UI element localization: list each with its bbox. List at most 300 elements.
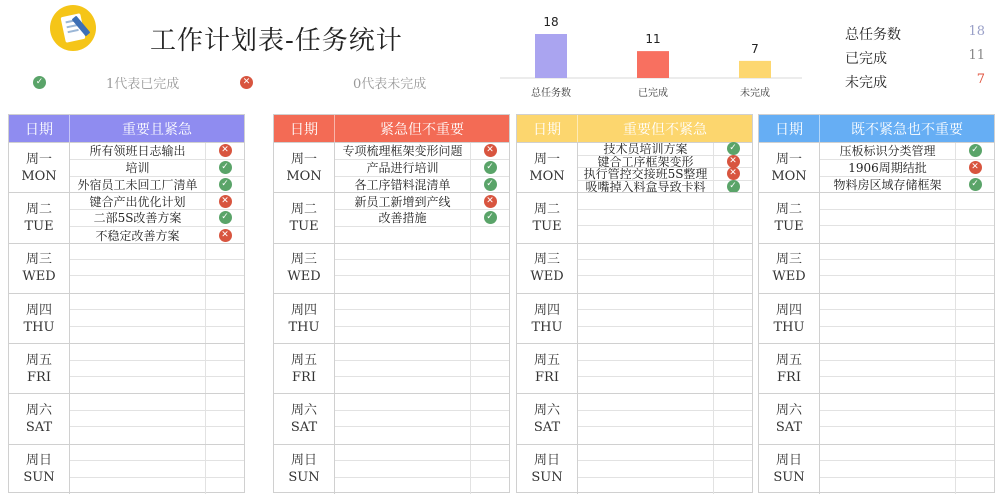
task-row xyxy=(578,310,752,326)
task-row xyxy=(70,427,244,443)
day-label xyxy=(9,294,70,343)
task-status xyxy=(714,276,752,292)
day-label xyxy=(517,193,578,242)
day-block xyxy=(274,293,509,343)
task-status xyxy=(471,394,509,409)
task-row xyxy=(578,361,752,377)
task-status xyxy=(206,327,244,343)
task-status xyxy=(471,294,509,309)
task-status xyxy=(471,461,509,476)
task-status xyxy=(206,461,244,476)
task-name: 压板标识分类管理 xyxy=(820,143,956,159)
bar-value-label: 7 xyxy=(751,41,759,56)
task-row xyxy=(335,244,509,260)
summary-label: 已完成 xyxy=(845,51,887,67)
task-status xyxy=(471,327,509,343)
task-name xyxy=(578,244,714,259)
task-name xyxy=(335,344,471,359)
day-label xyxy=(274,445,335,494)
task-row xyxy=(335,427,509,443)
task-status xyxy=(714,168,752,180)
task-row xyxy=(820,276,994,292)
task-status xyxy=(956,310,994,325)
task-row xyxy=(335,160,509,177)
task-status xyxy=(471,276,509,292)
day-label xyxy=(274,244,335,293)
day-en: SAT xyxy=(25,420,53,436)
task-row xyxy=(820,160,994,177)
day-label xyxy=(274,143,335,192)
day-cn: 周六 xyxy=(775,403,802,419)
task-name xyxy=(578,327,714,343)
day-en: THU xyxy=(531,319,563,335)
task-name xyxy=(335,361,471,376)
day-en: WED xyxy=(772,269,806,285)
task-row xyxy=(578,226,752,242)
task-status xyxy=(956,377,994,393)
task-name: 吸嘴掉入料盒导致卡料 xyxy=(578,181,714,194)
day-label xyxy=(517,294,578,343)
date-column-header: 日期 xyxy=(290,121,318,138)
task-status xyxy=(471,411,509,426)
task-row xyxy=(335,445,509,461)
task-row xyxy=(820,260,994,276)
task-status xyxy=(206,276,244,292)
task-status xyxy=(206,344,244,359)
task-bar-chart xyxy=(500,0,802,104)
task-name xyxy=(578,361,714,376)
task-name xyxy=(335,327,471,343)
day-cn: 周四 xyxy=(25,302,52,318)
day-block xyxy=(517,192,752,242)
task-name xyxy=(820,478,956,494)
day-label xyxy=(9,193,70,242)
panel-header xyxy=(759,115,994,142)
day-en: WED xyxy=(287,269,321,285)
task-row xyxy=(820,177,994,194)
day-label xyxy=(517,244,578,293)
check-icon: ✓ xyxy=(727,180,740,193)
task-name xyxy=(335,427,471,443)
task-row xyxy=(70,143,244,160)
day-en: MON xyxy=(286,168,322,184)
summary-value: 18 xyxy=(968,24,985,39)
cross-icon: ✕ xyxy=(484,195,497,208)
quadrant-title: 紧急但不重要 xyxy=(334,115,509,142)
day-cn: 周四 xyxy=(775,302,802,318)
task-row xyxy=(578,156,752,169)
day-cn: 周四 xyxy=(533,302,560,318)
task-name xyxy=(820,294,956,309)
task-row xyxy=(820,445,994,461)
day-label xyxy=(274,344,335,393)
task-name xyxy=(70,377,206,393)
check-icon: ✓ xyxy=(969,144,982,157)
task-row xyxy=(335,193,509,210)
day-block xyxy=(9,343,244,393)
day-label xyxy=(9,143,70,192)
day-en: FRI xyxy=(777,369,801,385)
task-status xyxy=(206,445,244,460)
task-status xyxy=(956,327,994,343)
summary-value: 11 xyxy=(968,48,985,63)
bar-value-label: 18 xyxy=(543,15,559,29)
bar-2 xyxy=(739,61,771,78)
cross-icon: ✕ xyxy=(219,144,232,157)
task-status xyxy=(471,160,509,176)
day-cn: 周六 xyxy=(25,403,52,419)
task-name xyxy=(578,377,714,393)
task-name xyxy=(820,310,956,325)
task-row xyxy=(70,210,244,227)
task-name xyxy=(820,327,956,343)
page-title: 工作计划表-任务统计 xyxy=(150,26,403,56)
task-name xyxy=(578,411,714,426)
quadrant-panel xyxy=(8,114,245,493)
task-name xyxy=(578,394,714,409)
task-status xyxy=(471,244,509,259)
task-row xyxy=(820,226,994,242)
day-en: SUN xyxy=(531,470,563,486)
task-status xyxy=(206,310,244,325)
task-name xyxy=(335,461,471,476)
bar-category-label: 总任务数 xyxy=(531,88,571,99)
task-status xyxy=(471,177,509,194)
task-status xyxy=(471,361,509,376)
cross-icon: ✕ xyxy=(727,155,740,168)
task-status xyxy=(714,310,752,325)
task-row xyxy=(335,344,509,360)
task-name xyxy=(335,260,471,275)
task-row xyxy=(578,260,752,276)
task-status xyxy=(206,160,244,176)
task-row xyxy=(820,461,994,477)
day-label xyxy=(517,143,578,192)
day-en: THU xyxy=(773,319,805,335)
task-row xyxy=(70,411,244,427)
task-status xyxy=(206,361,244,376)
summary-value: 7 xyxy=(976,72,985,87)
task-status xyxy=(956,411,994,426)
task-name xyxy=(820,377,956,393)
task-status xyxy=(956,160,994,176)
task-status xyxy=(714,294,752,309)
day-label xyxy=(9,445,70,494)
task-name xyxy=(820,361,956,376)
day-cn: 周二 xyxy=(533,201,560,217)
legend-done-label: 1代表已完成 xyxy=(106,77,180,92)
day-block xyxy=(9,192,244,242)
task-name: 外宿员工未回工厂清单 xyxy=(70,177,206,194)
task-status xyxy=(956,461,994,476)
task-name xyxy=(820,276,956,292)
day-cn: 周五 xyxy=(775,352,802,368)
day-en: MON xyxy=(771,168,807,184)
task-row xyxy=(70,478,244,494)
task-row xyxy=(820,294,994,310)
day-label xyxy=(517,394,578,443)
panel-header xyxy=(9,115,244,142)
task-row xyxy=(335,260,509,276)
panel-header xyxy=(274,115,509,142)
task-row xyxy=(578,276,752,292)
task-status xyxy=(471,344,509,359)
task-row xyxy=(578,411,752,427)
check-icon: ✓ xyxy=(219,161,232,174)
task-name xyxy=(70,394,206,409)
task-status xyxy=(956,210,994,225)
day-cn: 周二 xyxy=(25,201,52,217)
check-icon: ✓ xyxy=(219,178,232,191)
task-row xyxy=(578,294,752,310)
task-status xyxy=(206,143,244,159)
day-label xyxy=(9,244,70,293)
task-name xyxy=(820,344,956,359)
day-cn: 周日 xyxy=(25,453,52,469)
task-status xyxy=(956,478,994,494)
summary-label: 未完成 xyxy=(845,75,887,91)
task-name xyxy=(335,244,471,259)
day-label xyxy=(274,193,335,242)
task-row xyxy=(820,327,994,343)
task-row xyxy=(578,394,752,410)
day-block xyxy=(759,293,994,343)
task-name xyxy=(70,260,206,275)
task-row xyxy=(70,461,244,477)
task-row xyxy=(578,344,752,360)
day-label xyxy=(9,394,70,443)
task-status xyxy=(714,427,752,443)
day-en: FRI xyxy=(535,369,559,385)
day-cn: 周一 xyxy=(290,151,317,167)
task-row xyxy=(70,260,244,276)
day-en: SUN xyxy=(288,470,320,486)
task-row xyxy=(578,427,752,443)
task-status xyxy=(714,226,752,242)
task-status xyxy=(714,156,752,168)
task-name xyxy=(70,294,206,309)
task-status xyxy=(471,143,509,159)
day-cn: 周五 xyxy=(290,352,317,368)
task-status xyxy=(956,445,994,460)
task-name: 新员工新增到产线 xyxy=(335,193,471,209)
task-name xyxy=(578,427,714,443)
day-block xyxy=(274,243,509,293)
task-status xyxy=(714,478,752,494)
task-name xyxy=(578,294,714,309)
task-name: 各工序错料混清单 xyxy=(335,177,471,194)
day-en: FRI xyxy=(292,369,316,385)
panel-header xyxy=(517,115,752,142)
check-icon: ✓ xyxy=(969,178,982,191)
check-icon: ✓ xyxy=(219,211,232,224)
task-name xyxy=(820,193,956,208)
task-status xyxy=(471,427,509,443)
task-name xyxy=(820,445,956,460)
bar-value-label: 11 xyxy=(645,32,661,47)
task-status xyxy=(206,227,244,244)
task-row xyxy=(820,210,994,226)
day-block xyxy=(274,444,509,494)
task-name: 执行管控交接班5S整理 xyxy=(578,168,714,180)
task-status xyxy=(714,193,752,208)
task-status xyxy=(471,478,509,494)
task-row xyxy=(335,143,509,160)
task-name xyxy=(578,478,714,494)
task-status xyxy=(206,394,244,409)
task-status xyxy=(956,361,994,376)
day-label xyxy=(274,294,335,343)
day-cn: 周一 xyxy=(25,151,52,167)
task-status xyxy=(471,310,509,325)
day-en: TUE xyxy=(289,218,319,234)
day-en: MON xyxy=(21,168,57,184)
task-name xyxy=(335,276,471,292)
task-name xyxy=(820,226,956,242)
task-row xyxy=(70,276,244,292)
task-status xyxy=(471,445,509,460)
task-status xyxy=(471,193,509,209)
day-label xyxy=(759,344,820,393)
day-cn: 周六 xyxy=(290,403,317,419)
day-en: SAT xyxy=(290,420,318,436)
day-en: TUE xyxy=(24,218,54,234)
check-icon: ✓ xyxy=(484,161,497,174)
task-status xyxy=(714,244,752,259)
day-block xyxy=(759,393,994,443)
task-row xyxy=(578,327,752,343)
task-status xyxy=(714,461,752,476)
day-cn: 周二 xyxy=(775,201,802,217)
task-status xyxy=(206,193,244,209)
task-row xyxy=(578,377,752,393)
task-name xyxy=(70,478,206,494)
day-block xyxy=(9,243,244,293)
task-row xyxy=(70,377,244,393)
task-row xyxy=(820,377,994,393)
day-cn: 周六 xyxy=(533,403,560,419)
task-row xyxy=(820,244,994,260)
task-name: 不稳定改善方案 xyxy=(70,227,206,244)
task-status xyxy=(714,210,752,225)
cross-icon: ✕ xyxy=(969,161,982,174)
task-name xyxy=(578,193,714,208)
task-row xyxy=(820,478,994,494)
day-en: FRI xyxy=(27,369,51,385)
task-row xyxy=(578,168,752,181)
task-status xyxy=(714,260,752,275)
cross-icon: ✕ xyxy=(484,144,497,157)
task-name xyxy=(70,427,206,443)
day-label xyxy=(274,394,335,443)
task-status xyxy=(206,210,244,226)
quadrant-panel xyxy=(273,114,510,493)
check-icon: ✓ xyxy=(484,211,497,224)
date-column-header: 日期 xyxy=(775,121,803,138)
task-status xyxy=(956,177,994,194)
date-column-header: 日期 xyxy=(25,121,53,138)
day-en: SUN xyxy=(773,470,805,486)
check-icon: ✓ xyxy=(727,142,740,155)
task-name: 二部5S改善方案 xyxy=(70,210,206,226)
task-row xyxy=(335,377,509,393)
task-row xyxy=(820,394,994,410)
task-row xyxy=(578,210,752,226)
legend-undone-label: 0代表未完成 xyxy=(353,77,427,92)
task-status xyxy=(714,361,752,376)
day-en: TUE xyxy=(532,218,562,234)
day-cn: 周日 xyxy=(775,453,802,469)
task-status xyxy=(206,244,244,259)
bar-1 xyxy=(637,51,669,78)
app-logo xyxy=(50,5,96,51)
task-row xyxy=(70,394,244,410)
task-name xyxy=(335,411,471,426)
bar-0 xyxy=(535,34,567,78)
task-status xyxy=(206,260,244,275)
bar-category-label: 已完成 xyxy=(638,88,668,99)
legend-undone xyxy=(240,73,426,92)
day-block xyxy=(759,243,994,293)
day-block xyxy=(759,192,994,242)
day-label xyxy=(759,445,820,494)
quadrant-panel xyxy=(516,114,753,493)
task-row xyxy=(70,160,244,177)
task-row xyxy=(70,177,244,194)
task-status xyxy=(956,226,994,242)
task-name xyxy=(820,411,956,426)
task-name: 键合工序框架变形 xyxy=(578,156,714,168)
task-status xyxy=(956,193,994,208)
task-row xyxy=(335,227,509,243)
cross-icon: ✕ xyxy=(240,76,253,89)
day-en: SAT xyxy=(533,420,561,436)
task-name xyxy=(70,344,206,359)
task-row xyxy=(820,411,994,427)
task-status xyxy=(956,394,994,409)
day-block xyxy=(759,343,994,393)
task-status xyxy=(714,143,752,155)
day-block xyxy=(759,444,994,494)
task-name: 改善措施 xyxy=(335,210,471,226)
task-name xyxy=(335,478,471,494)
task-row xyxy=(70,294,244,310)
day-label xyxy=(517,445,578,494)
day-en: WED xyxy=(530,269,564,285)
day-block xyxy=(517,142,752,192)
task-row xyxy=(70,344,244,360)
task-row xyxy=(335,310,509,326)
task-row xyxy=(70,193,244,210)
day-label xyxy=(759,294,820,343)
task-row xyxy=(70,244,244,260)
day-block xyxy=(9,142,244,192)
task-status xyxy=(206,294,244,309)
task-row xyxy=(820,310,994,326)
day-cn: 周一 xyxy=(533,151,560,167)
day-en: SAT xyxy=(775,420,803,436)
task-row xyxy=(578,461,752,477)
task-row xyxy=(820,193,994,209)
task-row xyxy=(820,143,994,160)
day-block xyxy=(274,142,509,192)
task-status xyxy=(471,260,509,275)
day-en: THU xyxy=(23,319,55,335)
summary-row xyxy=(845,72,985,96)
quadrant-panel xyxy=(758,114,995,493)
task-name: 产品进行培训 xyxy=(335,160,471,176)
task-row xyxy=(578,445,752,461)
